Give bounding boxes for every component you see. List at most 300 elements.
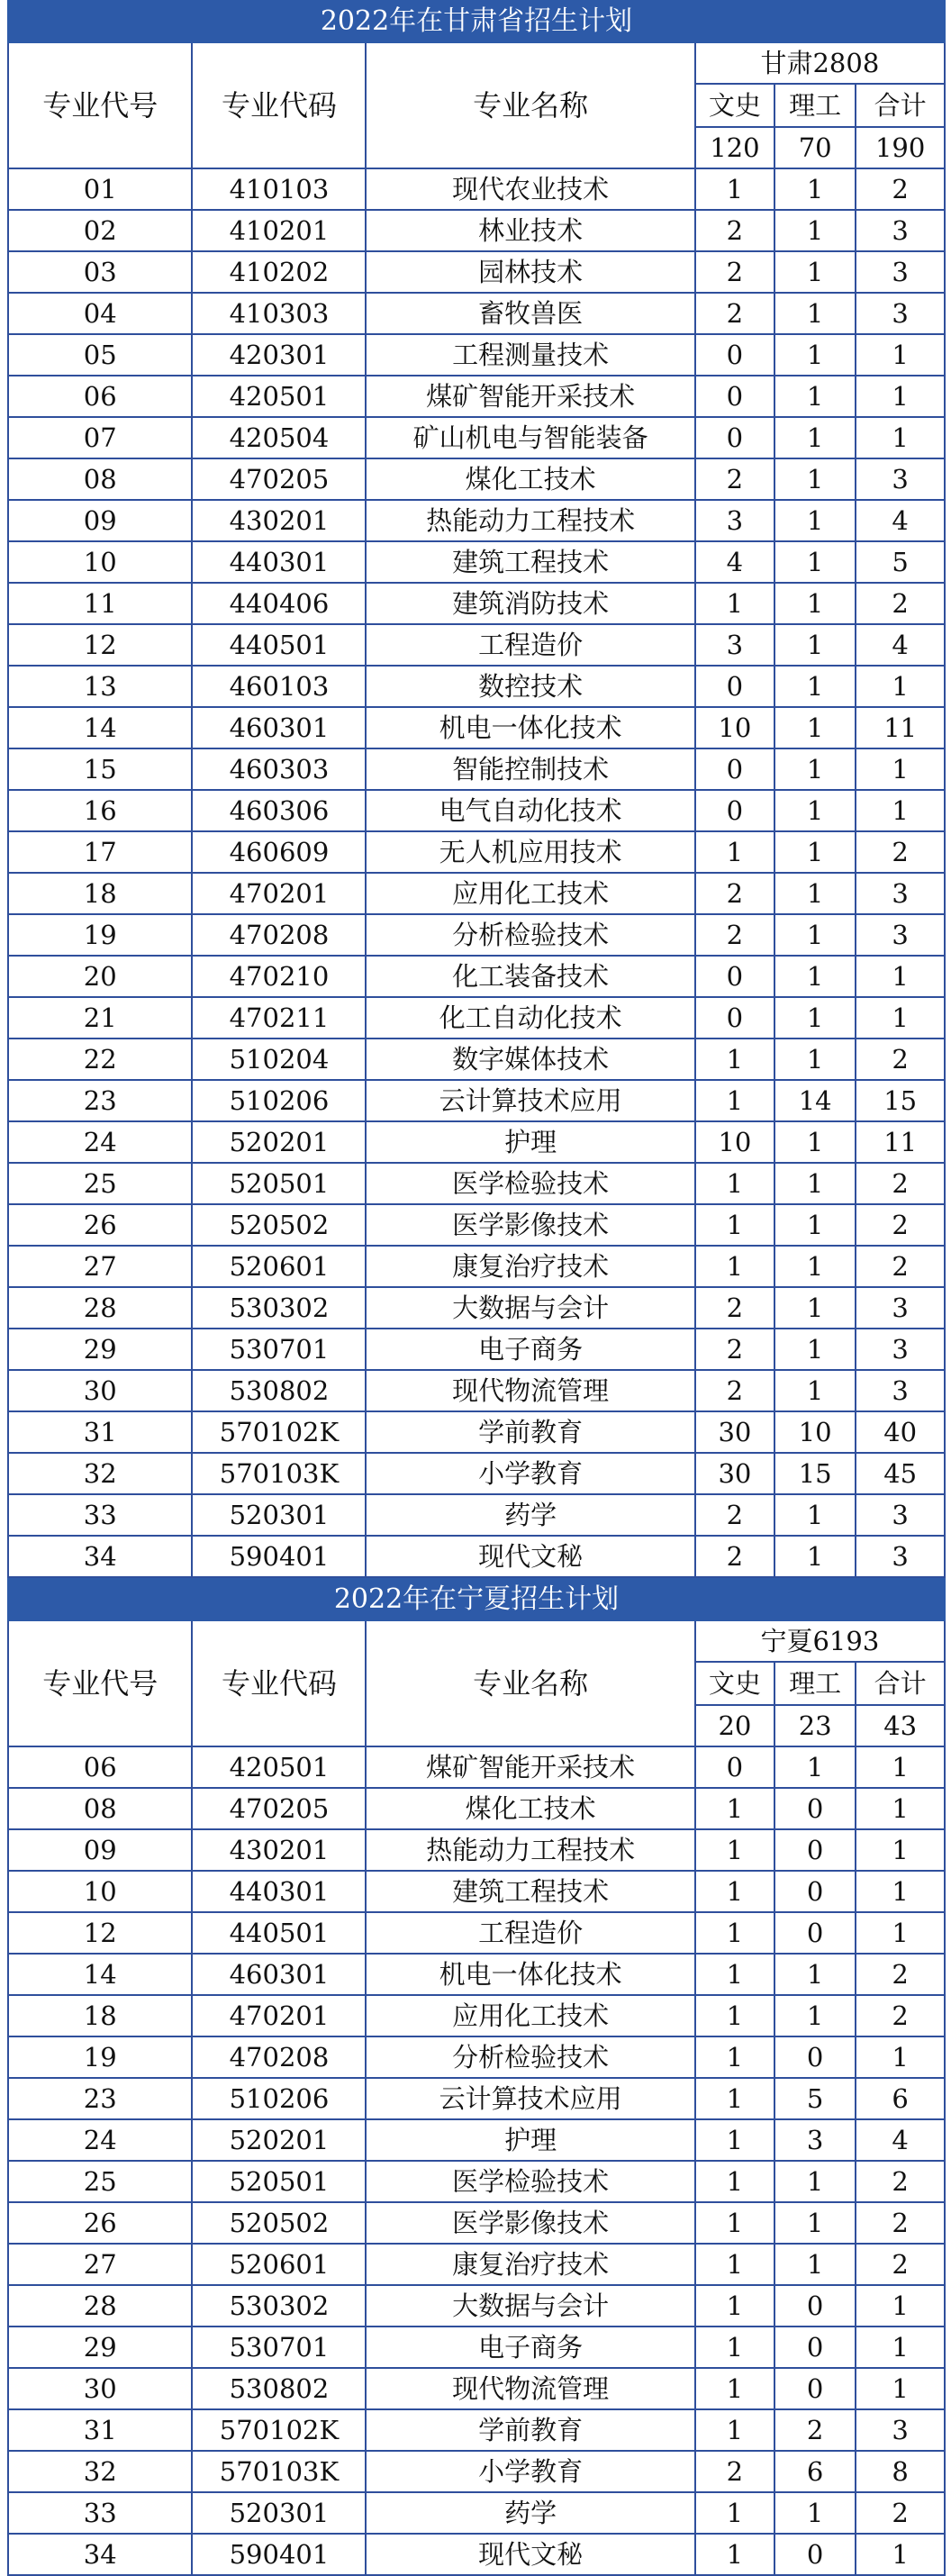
enrollment-table-section xyxy=(7,0,946,1578)
region-header: 甘肃2808 xyxy=(695,42,945,84)
table-row xyxy=(8,1995,945,2036)
total-header: 合计 xyxy=(856,84,945,127)
major-code-cell: 13 xyxy=(8,666,192,707)
total-count: 2 xyxy=(856,1954,945,1995)
table-row xyxy=(8,1954,945,1995)
total-count: 15 xyxy=(856,1080,945,1121)
major-number-cell: 530701 xyxy=(192,2327,366,2368)
major-number-cell: 470205 xyxy=(192,1788,366,1829)
major-number-cell: 460103 xyxy=(192,666,366,707)
major-name-cell: 现代农业技术 xyxy=(366,168,694,210)
region-header: 宁夏6193 xyxy=(695,1620,945,1662)
major-code-cell: 30 xyxy=(8,1370,192,1411)
science-header: 理工 xyxy=(774,84,856,127)
major-number-cell: 520201 xyxy=(192,2119,366,2161)
major-number-cell: 530701 xyxy=(192,1329,366,1370)
science-count: 1 xyxy=(774,541,856,583)
science-count: 1 xyxy=(774,1329,856,1370)
liberal-arts-count: 30 xyxy=(695,1411,774,1453)
liberal-arts-count: 1 xyxy=(695,1080,774,1121)
liberal-arts-count: 2 xyxy=(695,2451,774,2492)
total-count: 45 xyxy=(856,1453,945,1494)
science-count: 0 xyxy=(774,1829,856,1871)
total-count: 2 xyxy=(856,1995,945,2036)
header-row xyxy=(8,42,945,84)
total-count: 190 xyxy=(856,127,945,168)
science-count: 1 xyxy=(774,168,856,210)
major-code-cell: 05 xyxy=(8,334,192,376)
major-name-cell: 医学检验技术 xyxy=(366,1163,694,1204)
total-count: 3 xyxy=(856,2409,945,2451)
table-row xyxy=(8,1746,945,1788)
major-code-cell: 06 xyxy=(8,376,192,417)
major-number-cell: 510206 xyxy=(192,2078,366,2119)
total-count: 2 xyxy=(856,168,945,210)
science-count: 3 xyxy=(774,2119,856,2161)
major-number-cell: 470211 xyxy=(192,997,366,1039)
total-count: 3 xyxy=(856,1329,945,1370)
total-count: 4 xyxy=(856,624,945,666)
liberal-arts-count: 2 xyxy=(695,251,774,293)
major-number-cell: 470208 xyxy=(192,2036,366,2078)
liberal-arts-count: 0 xyxy=(695,790,774,831)
major-name-cell: 医学影像技术 xyxy=(366,1204,694,1246)
major-name-cell: 林业技术 xyxy=(366,210,694,251)
science-count: 1 xyxy=(774,707,856,748)
table-title: 2022年在宁夏招生计划 xyxy=(8,1579,945,1620)
total-count: 1 xyxy=(856,2036,945,2078)
science-count: 0 xyxy=(774,2036,856,2078)
major-number-cell: 570103K xyxy=(192,1453,366,1494)
major-name-cell: 药学 xyxy=(366,2492,694,2534)
table-row xyxy=(8,458,945,500)
total-count: 70 xyxy=(774,127,856,168)
table-row xyxy=(8,1871,945,1912)
major-number-cell: 520601 xyxy=(192,2244,366,2285)
liberal-arts-count: 0 xyxy=(695,666,774,707)
science-count: 1 xyxy=(774,1494,856,1536)
liberal-arts-count: 2 xyxy=(695,1329,774,1370)
table-row xyxy=(8,251,945,293)
major-code-cell: 10 xyxy=(8,1871,192,1912)
major-name-cell: 药学 xyxy=(366,1494,694,1536)
liberal-arts-count: 1 xyxy=(695,2244,774,2285)
major-number-cell: 460306 xyxy=(192,790,366,831)
total-count: 20 xyxy=(695,1705,774,1746)
science-count: 1 xyxy=(774,2161,856,2202)
liberal-arts-count: 1 xyxy=(695,2119,774,2161)
major-code-cell: 27 xyxy=(8,2244,192,2285)
major-number-cell: 430201 xyxy=(192,1829,366,1871)
major-number-cell: 420501 xyxy=(192,376,366,417)
total-count: 1 xyxy=(856,1788,945,1829)
liberal-arts-count: 10 xyxy=(695,1121,774,1163)
major-code-cell: 31 xyxy=(8,1411,192,1453)
liberal-arts-count: 1 xyxy=(695,2285,774,2327)
major-name-header: 专业名称 xyxy=(366,42,694,168)
liberal-arts-count: 1 xyxy=(695,2492,774,2534)
major-name-cell: 建筑消防技术 xyxy=(366,583,694,624)
science-count: 1 xyxy=(774,1039,856,1080)
major-number-cell: 530802 xyxy=(192,1370,366,1411)
total-count: 2 xyxy=(856,831,945,873)
science-count: 1 xyxy=(774,1954,856,1995)
liberal-arts-count: 1 xyxy=(695,1204,774,1246)
total-count: 2 xyxy=(856,2202,945,2244)
major-code-cell: 32 xyxy=(8,1453,192,1494)
major-code-cell: 07 xyxy=(8,417,192,458)
major-name-cell: 应用化工技术 xyxy=(366,1995,694,2036)
total-count: 1 xyxy=(856,417,945,458)
major-number-cell: 420301 xyxy=(192,334,366,376)
liberal-arts-count: 1 xyxy=(695,2327,774,2368)
major-name-cell: 园林技术 xyxy=(366,251,694,293)
major-name-cell: 学前教育 xyxy=(366,1411,694,1453)
science-count: 1 xyxy=(774,624,856,666)
major-number-cell: 440301 xyxy=(192,541,366,583)
major-name-cell: 工程测量技术 xyxy=(366,334,694,376)
major-code-cell: 15 xyxy=(8,748,192,790)
major-code-cell: 11 xyxy=(8,583,192,624)
major-number-cell: 520501 xyxy=(192,2161,366,2202)
major-number-cell: 470205 xyxy=(192,458,366,500)
enrollment-table-section xyxy=(7,1578,946,2576)
table-row xyxy=(8,1163,945,1204)
major-number-cell: 420501 xyxy=(192,1746,366,1788)
major-number-cell: 520501 xyxy=(192,1163,366,1204)
total-count: 3 xyxy=(856,210,945,251)
total-count: 1 xyxy=(856,997,945,1039)
major-number-cell: 440501 xyxy=(192,1912,366,1954)
major-number-cell: 410103 xyxy=(192,168,366,210)
liberal-arts-count: 1 xyxy=(695,2534,774,2575)
liberal-arts-count: 1 xyxy=(695,1829,774,1871)
liberal-arts-count: 3 xyxy=(695,500,774,541)
table-row xyxy=(8,666,945,707)
liberal-arts-count: 3 xyxy=(695,624,774,666)
major-name-cell: 医学影像技术 xyxy=(366,2202,694,2244)
major-number-cell: 570103K xyxy=(192,2451,366,2492)
major-code-cell: 24 xyxy=(8,2119,192,2161)
science-count: 1 xyxy=(774,417,856,458)
total-count: 1 xyxy=(856,1871,945,1912)
major-code-cell: 06 xyxy=(8,1746,192,1788)
major-name-cell: 机电一体化技术 xyxy=(366,1954,694,1995)
table-row xyxy=(8,2368,945,2409)
table-row xyxy=(8,2492,945,2534)
table-row xyxy=(8,583,945,624)
major-name-cell: 现代文秘 xyxy=(366,1536,694,1577)
major-name-header: 专业名称 xyxy=(366,1620,694,1746)
major-number-cell: 510204 xyxy=(192,1039,366,1080)
science-count: 1 xyxy=(774,583,856,624)
major-name-cell: 学前教育 xyxy=(366,2409,694,2451)
table-row xyxy=(8,293,945,334)
major-code-cell: 23 xyxy=(8,1080,192,1121)
liberal-arts-count: 1 xyxy=(695,1039,774,1080)
major-number-cell: 520502 xyxy=(192,1204,366,1246)
table-row xyxy=(8,2327,945,2368)
major-name-cell: 云计算技术应用 xyxy=(366,2078,694,2119)
major-number-cell: 590401 xyxy=(192,2534,366,2575)
liberal-arts-count: 2 xyxy=(695,458,774,500)
major-name-cell: 无人机应用技术 xyxy=(366,831,694,873)
science-count: 1 xyxy=(774,1287,856,1329)
major-number-cell: 530302 xyxy=(192,1287,366,1329)
science-count: 0 xyxy=(774,2368,856,2409)
table-row xyxy=(8,748,945,790)
science-count: 15 xyxy=(774,1453,856,1494)
table-title: 2022年在甘肃省招生计划 xyxy=(8,1,945,42)
science-count: 5 xyxy=(774,2078,856,2119)
major-code-cell: 18 xyxy=(8,873,192,914)
total-count: 2 xyxy=(856,1163,945,1204)
total-count: 11 xyxy=(856,707,945,748)
table-row xyxy=(8,1204,945,1246)
table-row xyxy=(8,334,945,376)
major-name-cell: 小学教育 xyxy=(366,2451,694,2492)
major-code-cell: 25 xyxy=(8,2161,192,2202)
liberal-arts-count: 1 xyxy=(695,2202,774,2244)
total-count: 6 xyxy=(856,2078,945,2119)
liberal-arts-count: 4 xyxy=(695,541,774,583)
major-code-cell: 34 xyxy=(8,1536,192,1577)
major-name-cell: 医学检验技术 xyxy=(366,2161,694,2202)
major-name-cell: 建筑工程技术 xyxy=(366,1871,694,1912)
major-number-cell: 520601 xyxy=(192,1246,366,1287)
table-row xyxy=(8,1329,945,1370)
major-name-cell: 矿山机电与智能装备 xyxy=(366,417,694,458)
liberal-arts-count: 1 xyxy=(695,1954,774,1995)
total-count: 1 xyxy=(856,334,945,376)
table-row xyxy=(8,2119,945,2161)
total-count: 2 xyxy=(856,583,945,624)
major-code-cell: 21 xyxy=(8,997,192,1039)
major-code-cell: 24 xyxy=(8,1121,192,1163)
liberal-arts-count: 2 xyxy=(695,1494,774,1536)
table-row xyxy=(8,2078,945,2119)
liberal-arts-count: 0 xyxy=(695,1746,774,1788)
major-code-cell: 20 xyxy=(8,956,192,997)
table-row xyxy=(8,873,945,914)
total-count: 4 xyxy=(856,2119,945,2161)
table-row xyxy=(8,210,945,251)
major-number-cell: 460609 xyxy=(192,831,366,873)
major-number-cell: 520301 xyxy=(192,2492,366,2534)
major-number-cell: 410303 xyxy=(192,293,366,334)
science-count: 1 xyxy=(774,1121,856,1163)
major-code-cell: 01 xyxy=(8,168,192,210)
liberal-arts-count: 1 xyxy=(695,831,774,873)
liberal-arts-count: 2 xyxy=(695,1536,774,1577)
science-count: 1 xyxy=(774,873,856,914)
liberal-arts-header: 文史 xyxy=(695,84,774,127)
major-name-cell: 云计算技术应用 xyxy=(366,1080,694,1121)
total-count: 2 xyxy=(856,2492,945,2534)
major-code-cell: 34 xyxy=(8,2534,192,2575)
major-code-cell: 29 xyxy=(8,1329,192,1370)
major-code-cell: 18 xyxy=(8,1995,192,2036)
liberal-arts-count: 1 xyxy=(695,1246,774,1287)
total-count: 8 xyxy=(856,2451,945,2492)
total-count: 1 xyxy=(856,1829,945,1871)
major-code-cell: 04 xyxy=(8,293,192,334)
major-name-cell: 煤矿智能开采技术 xyxy=(366,1746,694,1788)
liberal-arts-count: 2 xyxy=(695,1287,774,1329)
major-code-cell: 14 xyxy=(8,1954,192,1995)
enrollment-table xyxy=(7,0,946,1578)
major-number-cell: 570102K xyxy=(192,2409,366,2451)
liberal-arts-count: 1 xyxy=(695,2409,774,2451)
science-count: 1 xyxy=(774,334,856,376)
total-count: 1 xyxy=(856,376,945,417)
major-number-cell: 470201 xyxy=(192,873,366,914)
major-number-cell: 470201 xyxy=(192,1995,366,2036)
liberal-arts-count: 0 xyxy=(695,748,774,790)
table-row xyxy=(8,1829,945,1871)
major-name-cell: 大数据与会计 xyxy=(366,2285,694,2327)
science-count: 0 xyxy=(774,1871,856,1912)
total-count: 1 xyxy=(856,748,945,790)
major-number-header: 专业代码 xyxy=(192,1620,366,1746)
table-row xyxy=(8,2036,945,2078)
major-name-cell: 数控技术 xyxy=(366,666,694,707)
major-number-cell: 440301 xyxy=(192,1871,366,1912)
major-number-cell: 570102K xyxy=(192,1411,366,1453)
science-count: 1 xyxy=(774,914,856,956)
science-count: 1 xyxy=(774,748,856,790)
science-count: 1 xyxy=(774,458,856,500)
science-count: 1 xyxy=(774,376,856,417)
science-count: 2 xyxy=(774,2409,856,2451)
major-code-cell: 09 xyxy=(8,500,192,541)
total-count: 3 xyxy=(856,251,945,293)
major-number-cell: 410201 xyxy=(192,210,366,251)
liberal-arts-count: 1 xyxy=(695,2161,774,2202)
major-code-cell: 10 xyxy=(8,541,192,583)
science-count: 1 xyxy=(774,1746,856,1788)
major-code-cell: 29 xyxy=(8,2327,192,2368)
science-count: 1 xyxy=(774,956,856,997)
liberal-arts-count: 0 xyxy=(695,417,774,458)
table-row xyxy=(8,1912,945,1954)
major-number-cell: 520201 xyxy=(192,1121,366,1163)
liberal-arts-count: 1 xyxy=(695,2368,774,2409)
major-code-cell: 33 xyxy=(8,2492,192,2534)
science-count: 1 xyxy=(774,500,856,541)
liberal-arts-count: 1 xyxy=(695,1995,774,2036)
table-row xyxy=(8,1039,945,1080)
major-code-cell: 02 xyxy=(8,210,192,251)
science-count: 1 xyxy=(774,2492,856,2534)
total-count: 3 xyxy=(856,1370,945,1411)
science-count: 0 xyxy=(774,1912,856,1954)
liberal-arts-count: 2 xyxy=(695,873,774,914)
science-count: 0 xyxy=(774,2285,856,2327)
major-name-cell: 煤化工技术 xyxy=(366,1788,694,1829)
liberal-arts-count: 0 xyxy=(695,376,774,417)
table-row xyxy=(8,2244,945,2285)
science-count: 1 xyxy=(774,831,856,873)
major-code-cell: 17 xyxy=(8,831,192,873)
liberal-arts-count: 1 xyxy=(695,2036,774,2078)
major-name-cell: 现代文秘 xyxy=(366,2534,694,2575)
major-code-cell: 22 xyxy=(8,1039,192,1080)
major-name-cell: 化工装备技术 xyxy=(366,956,694,997)
science-count: 0 xyxy=(774,2327,856,2368)
enrollment-table xyxy=(7,1578,946,2576)
science-count: 1 xyxy=(774,1163,856,1204)
major-number-cell: 520301 xyxy=(192,1494,366,1536)
total-count: 11 xyxy=(856,1121,945,1163)
major-number-header: 专业代码 xyxy=(192,42,366,168)
major-name-cell: 煤化工技术 xyxy=(366,458,694,500)
table-row xyxy=(8,1453,945,1494)
science-count: 1 xyxy=(774,293,856,334)
liberal-arts-count: 2 xyxy=(695,914,774,956)
table-row xyxy=(8,1536,945,1577)
table-row xyxy=(8,1246,945,1287)
major-code-cell: 25 xyxy=(8,1163,192,1204)
total-count: 120 xyxy=(695,127,774,168)
major-number-cell: 470210 xyxy=(192,956,366,997)
major-name-cell: 康复治疗技术 xyxy=(366,2244,694,2285)
major-name-cell: 化工自动化技术 xyxy=(366,997,694,1039)
major-name-cell: 小学教育 xyxy=(366,1453,694,1494)
table-row xyxy=(8,1370,945,1411)
major-name-cell: 工程造价 xyxy=(366,1912,694,1954)
liberal-arts-count: 2 xyxy=(695,210,774,251)
table-row xyxy=(8,1788,945,1829)
total-count: 3 xyxy=(856,914,945,956)
liberal-arts-count: 0 xyxy=(695,997,774,1039)
liberal-arts-count: 2 xyxy=(695,1370,774,1411)
liberal-arts-count: 30 xyxy=(695,1453,774,1494)
major-code-cell: 30 xyxy=(8,2368,192,2409)
table-row xyxy=(8,1411,945,1453)
science-count: 0 xyxy=(774,2534,856,2575)
major-number-cell: 460301 xyxy=(192,707,366,748)
science-count: 1 xyxy=(774,997,856,1039)
major-code-cell: 14 xyxy=(8,707,192,748)
total-count: 43 xyxy=(856,1705,945,1746)
major-name-cell: 分析检验技术 xyxy=(366,914,694,956)
total-count: 3 xyxy=(856,458,945,500)
major-code-cell: 26 xyxy=(8,1204,192,1246)
major-code-cell: 12 xyxy=(8,624,192,666)
major-name-cell: 机电一体化技术 xyxy=(366,707,694,748)
major-code-cell: 08 xyxy=(8,1788,192,1829)
table-row xyxy=(8,831,945,873)
major-code-cell: 28 xyxy=(8,2285,192,2327)
major-code-cell: 32 xyxy=(8,2451,192,2492)
science-count: 1 xyxy=(774,1536,856,1577)
major-code-cell: 28 xyxy=(8,1287,192,1329)
total-count: 2 xyxy=(856,2244,945,2285)
table-row xyxy=(8,2161,945,2202)
major-name-cell: 应用化工技术 xyxy=(366,873,694,914)
major-code-cell: 03 xyxy=(8,251,192,293)
major-code-cell: 33 xyxy=(8,1494,192,1536)
liberal-arts-count: 10 xyxy=(695,707,774,748)
major-name-cell: 电子商务 xyxy=(366,1329,694,1370)
total-count: 40 xyxy=(856,1411,945,1453)
major-code-cell: 27 xyxy=(8,1246,192,1287)
total-count: 1 xyxy=(856,2368,945,2409)
liberal-arts-count: 1 xyxy=(695,583,774,624)
total-count: 1 xyxy=(856,790,945,831)
total-count: 3 xyxy=(856,1287,945,1329)
